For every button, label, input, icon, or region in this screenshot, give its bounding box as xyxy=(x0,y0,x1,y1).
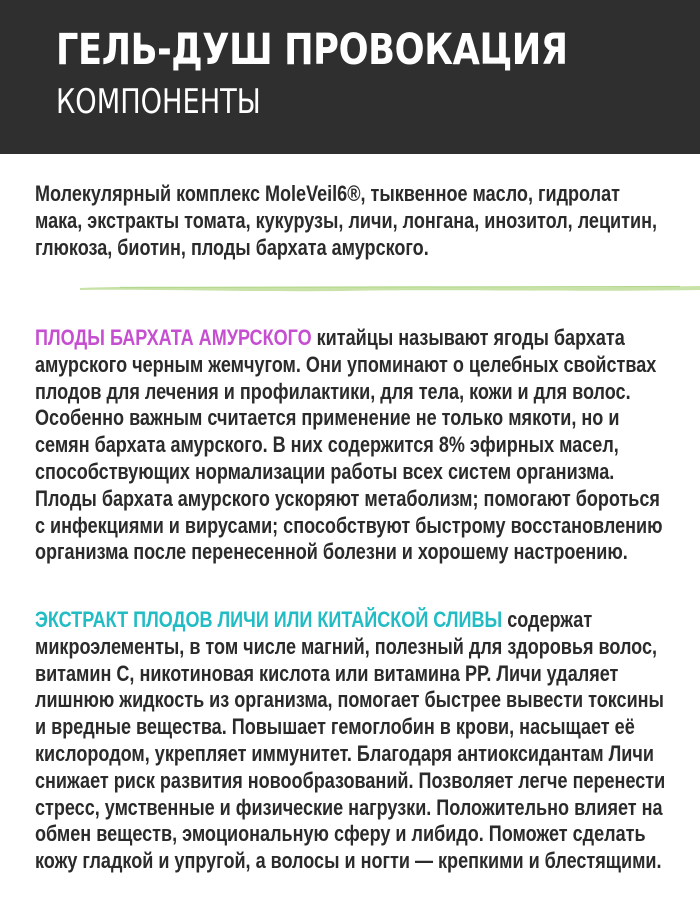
section-body-lychee: содержат микроэлементы, в том числе магний, полезный для здоровья волос, витамин С, никотиновая кислота или витамина РР. Личи удаляет лишнюю жидкость из организма, помогает быстрее вывести токсины и вредные вещества. Повышает гемоглобин в крови, насыщает её кислородом, укрепляет иммунитет. Благодаря антиоксидантам Личи снижает риск развития новообразований. Позволяет легче перенести стресс, умственные и физические нагрузки. Положительно влияет на обмен веществ, эмоциональную сферу и либидо. Поможет сделать кожу гладкой и упругой, а волосы и ногти — крепкими и блестящими. xyxy=(35,607,666,874)
section-lychee xyxy=(35,607,668,875)
section-amur-velvet xyxy=(35,325,668,566)
section-heading-lychee: ЭКСТРАКТ ПЛОДОВ ЛИЧИ ИЛИ КИТАЙСКОЙ СЛИВЫ xyxy=(35,607,503,632)
ingredients-list: Молекулярный комплекс MoleVeil6®, тыквенное масло, гидролат мака, экстракты томата, кукурузы, личи, лонгана, инозитол, лецитин, глюкоза, биотин, плоды бархата амурского. xyxy=(35,181,657,260)
header-banner xyxy=(0,0,700,154)
section-heading-amur-velvet: ПЛОДЫ БАРХАТА АМУРСКОГО xyxy=(35,325,312,350)
page-title: ГЕЛЬ-ДУШ ПРОВОКАЦИЯ xyxy=(56,25,568,75)
brush-divider xyxy=(80,283,700,292)
section-body-amur-velvet: китайцы называют ягоды бархата амурского черным жемчугом. Они упоминают о целебных свойствах плодов для лечения и профилактики, для тела, кожи и для волос. Особенно важным считается применение не только мякоти, но и семян бархата амурского. В них содержится 8% эфирных масел, способствующих нормализации работы всех систем организма. Плоды бархата амурского ускоряют метаболизм; помогают бороться с инфекциями и вирусами; способствуют быстрому восстановлению организма после перенесенной болезни и хорошему настроению. xyxy=(35,325,663,565)
page-subtitle: КОМПОНЕНТЫ xyxy=(56,82,261,122)
